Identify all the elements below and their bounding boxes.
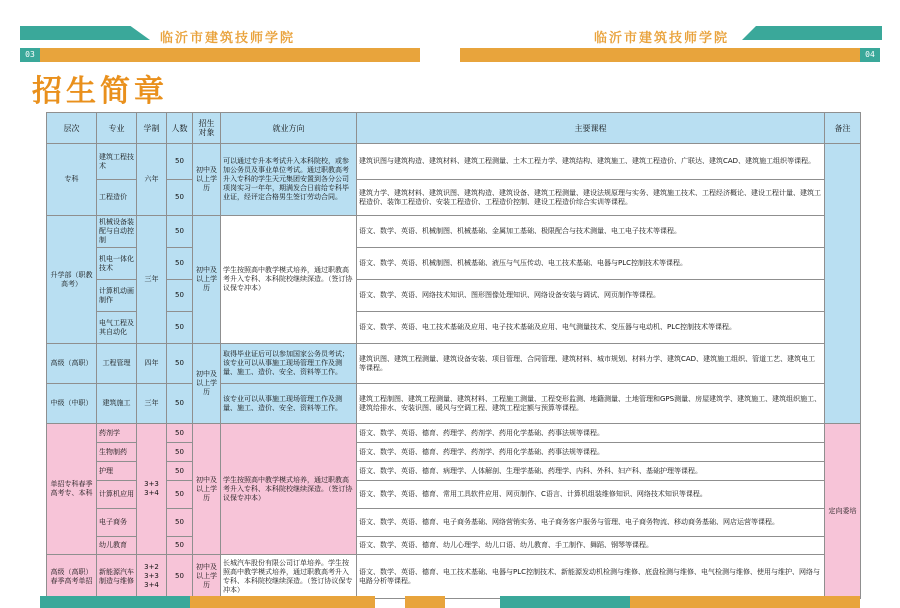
table-row [47, 481, 861, 509]
major-cell: 建筑施工 [97, 384, 137, 424]
major-cell: 护理 [97, 462, 137, 481]
header-cell: 人数 [167, 113, 193, 144]
level-cell: 专科 [47, 144, 97, 216]
level-cell: 单招专科春季高考专、本科 [47, 424, 97, 555]
course-cell: 语文、数学、英语、德育、药理学、药剂学、药用化学基础、药事法规等课程。 [357, 424, 825, 443]
count-cell: 50 [167, 509, 193, 537]
count-cell: 50 [167, 481, 193, 509]
major-cell: 机械设备装配与自动控制 [97, 216, 137, 248]
table-row [47, 462, 861, 481]
table-header-row [47, 113, 861, 144]
header-cell: 主要课程 [357, 113, 825, 144]
table-row [47, 344, 861, 384]
footer-bar-orange-mid [405, 596, 445, 608]
enrollment-table [46, 112, 861, 599]
table-row [47, 555, 861, 599]
course-cell: 建筑识图、建筑工程测量、建筑设备安装、项目管理、合同管理、建筑材料、城市规划、材料力学、建筑CAD、建筑施工组织、管道工艺、建筑电工等课程。 [357, 344, 825, 384]
years-cell: 3+2 3+3 3+4 [137, 555, 167, 599]
table-row [47, 180, 861, 216]
table-row [47, 537, 861, 555]
page-title: 招生简章 [32, 74, 168, 109]
count-cell: 50 [167, 424, 193, 443]
table-row [47, 384, 861, 424]
course-cell: 语文、数学、英语、德育、常用工具软件应用、网页制作、C语言、计算机组装维修知识、网络技术知识等课程。 [357, 481, 825, 509]
table-row [47, 509, 861, 537]
count-cell: 50 [167, 462, 193, 481]
table-row [47, 312, 861, 344]
course-cell: 语文、数学、英语、德育、药理学、药剂学、药用化学基础、药事法规等课程。 [357, 443, 825, 462]
major-cell: 工程管理 [97, 344, 137, 384]
footer-bar-teal-left [40, 596, 190, 608]
course-cell: 语文、数学、英语、电工技术基础及应用、电子技术基础及应用、电气测量技术、变压器与电动机、PLC控制技术等课程。 [357, 312, 825, 344]
header-stripe-right [742, 26, 882, 40]
years-cell: 四年 [137, 344, 167, 384]
count-cell: 50 [167, 312, 193, 344]
table-row [47, 443, 861, 462]
employment-cell: 该专业可以从事施工现场管理工作及测量、施工、造价、安全、资料等工作。 [221, 384, 357, 424]
major-cell: 药剂学 [97, 424, 137, 443]
count-cell: 50 [167, 443, 193, 462]
years-cell: 三年 [137, 384, 167, 424]
count-cell: 50 [167, 555, 193, 599]
course-cell: 建筑力学、建筑材料、建筑识图、建筑构造、建筑设备、建筑工程测量、建设法规原理与实务、建筑施工技术、工程经济概论、建设工程计量、建筑工程造价、装饰工程造价、安装工程造价、工程造价控制、建设工程造价综合实训等课程。 [357, 180, 825, 216]
target-cell: 初中及以上学历 [193, 424, 221, 555]
level-cell: 高级（高职） [47, 344, 97, 384]
count-cell: 50 [167, 216, 193, 248]
school-name-left: 临沂市建筑技师学院 [160, 31, 296, 46]
level-cell: 高级（高职）春季高考单招 [47, 555, 97, 599]
count-cell: 50 [167, 144, 193, 180]
header-bar-right [460, 48, 860, 62]
major-cell: 电子商务 [97, 509, 137, 537]
course-cell: 语文、数学、英语、德育、电工技术基础、电器与PLC控制技术、新能源发动机检测与维修、底盘检测与维修、电气检测与维修、使用与维护、网络与电路分析等课程。 [357, 555, 825, 599]
target-cell: 初中及以上学历 [193, 144, 221, 216]
count-cell: 50 [167, 248, 193, 280]
major-cell: 计算机应用 [97, 481, 137, 509]
header-cell: 层次 [47, 113, 97, 144]
header-cell: 学制 [137, 113, 167, 144]
remark-cell [825, 144, 861, 424]
years-cell: 三年 [137, 216, 167, 344]
header-cell: 招生对象 [193, 113, 221, 144]
major-cell: 新能源汽车制造与维修 [97, 555, 137, 599]
years-cell [137, 424, 167, 555]
major-cell: 建筑工程技术 [97, 144, 137, 180]
years-cell: 六年 [137, 144, 167, 216]
remark-cell: 定向委培 [825, 424, 861, 599]
count-cell: 50 [167, 344, 193, 384]
table-row [47, 144, 861, 180]
header-cell: 就业方向 [221, 113, 357, 144]
major-cell: 工程造价 [97, 180, 137, 216]
employment-cell: 取得毕业证后可以参加国家公务员考试；该专业可以从事施工现场管理工作及测量、施工、造价、安全、资料等工作。 [221, 344, 357, 384]
course-cell: 语文、数学、英语、德育、病理学、人体解剖、生理学基础、药理学、内科、外科、妇产科、基础护理等课程。 [357, 462, 825, 481]
footer-bar-orange-left [190, 596, 375, 608]
major-cell: 电气工程及其自动化 [97, 312, 137, 344]
header-cell: 备注 [825, 113, 861, 144]
page-number-right: 04 [860, 48, 880, 62]
major-cell: 生物制药 [97, 443, 137, 462]
target-cell: 初中及以上学历 [193, 555, 221, 599]
course-cell: 语文、数学、英语、机械制图、机械基础、液压与气压传动、电工技术基础、电器与PLC控制技术等课程。 [357, 248, 825, 280]
years-line: 3+4 [144, 489, 159, 497]
count-cell: 50 [167, 537, 193, 555]
table-row [47, 424, 861, 443]
course-cell: 建筑工程制图、建筑工程测量、建筑材料、工程施工测量、工程变形监测、地籍测量、土地管理和GPS测量、房屋建筑学、建筑施工、建筑组织施工、建筑给排水、安装识图、暖风与空调工程、建筑工程定额与预算等课程。 [357, 384, 825, 424]
count-cell: 50 [167, 280, 193, 312]
table-row [47, 248, 861, 280]
target-cell: 初中及以上学历 [193, 344, 221, 424]
employment-cell: 学生按照高中教学模式培养，通过职教高考升入专科、本科院校继续深造。（签订协议保专冲本） [221, 216, 357, 344]
header-cell: 专业 [97, 113, 137, 144]
course-cell: 语文、数学、英语、德育、幼儿心理学、幼儿口语、幼儿教育、手工制作、舞蹈、钢琴等课程。 [357, 537, 825, 555]
table-row [47, 280, 861, 312]
course-cell: 语文、数学、英语、德育、电子商务基础、网络营销实务、电子商务客户服务与管理、电子商务物流、移动商务基础、网店运营等课程。 [357, 509, 825, 537]
years-line: 3+3 [144, 480, 159, 488]
employment-cell: 学生按照高中教学模式培养，通过职教高考升入专科、本科院校继续深造。（签订协议保专冲本） [221, 424, 357, 555]
page-number-left: 03 [20, 48, 40, 62]
footer-bar-orange-right [630, 596, 860, 608]
school-name-right: 临沂市建筑技师学院 [594, 31, 730, 46]
employment-cell: 可以通过专升本考试升入本科院校，或参加公务员及事业单位考试。通过职教高考升入专科的学生天元集团安置到各分公司项岗实习一年年，期满发合日前给专科毕业证，经评定合格男生签订劳动合同。 [221, 144, 357, 216]
course-cell: 语文、数学、英语、机械制图、机械基础、金属加工基础、极限配合与技术测量、电工电子技术等课程。 [357, 216, 825, 248]
table-row [47, 216, 861, 248]
footer-bar-teal-right [500, 596, 630, 608]
major-cell: 计算机动画制作 [97, 280, 137, 312]
major-cell: 机电一体化技术 [97, 248, 137, 280]
level-cell: 中级（中职） [47, 384, 97, 424]
header-stripe-left [20, 26, 150, 40]
header-bar-left [40, 48, 420, 62]
employment-cell: 长城汽车股份有限公司订单培养。学生按照高中教学模式培养，通过职教高考升入专科、本科院校继续深造。（签订协议保专冲本） [221, 555, 357, 599]
major-cell: 幼儿教育 [97, 537, 137, 555]
course-cell: 建筑识图与建筑构造、建筑材料、建筑工程测量、土木工程力学、建筑结构、建筑施工、建筑工程造价、广联达、建筑CAD、建筑施工组织等课程。 [357, 144, 825, 180]
target-cell: 初中及以上学历 [193, 216, 221, 344]
count-cell: 50 [167, 384, 193, 424]
course-cell: 语文、数学、英语、网络技术知识、图形图像处理知识、网络设备安装与调试、网页制作等课程。 [357, 280, 825, 312]
level-cell: 升学部（职教高考） [47, 216, 97, 344]
count-cell: 50 [167, 180, 193, 216]
